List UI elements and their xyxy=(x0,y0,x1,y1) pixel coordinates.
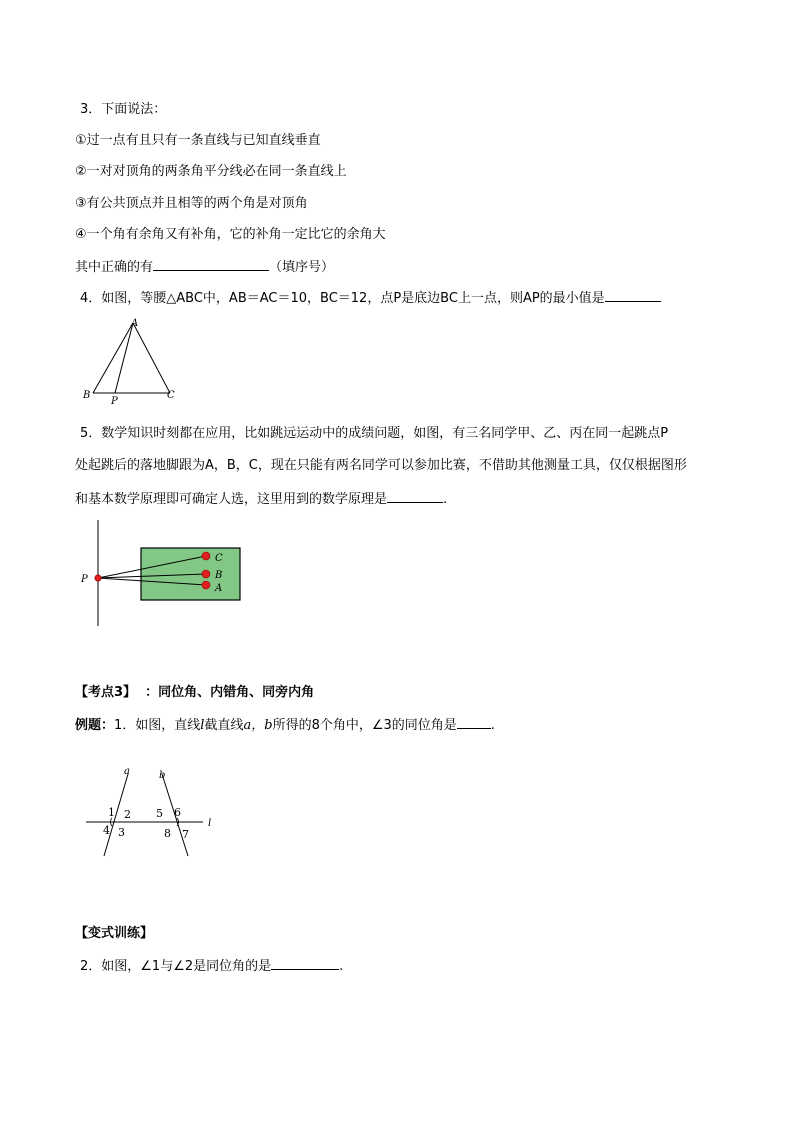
label-c: C xyxy=(167,390,175,401)
q4-text: 4．如图，等腰△ABC中，AB＝AC＝10，BC＝12，点P是底边BC上一点，则AP的最小值是 xyxy=(80,291,605,306)
label-a: A xyxy=(131,318,139,329)
q4-text-line xyxy=(80,288,661,308)
example-text-2: 截直线 xyxy=(204,718,244,733)
point-c-dot xyxy=(202,552,210,560)
point-a-dot xyxy=(202,581,210,589)
q3-item-1: ①过一点有且只有一条直线与已知直线垂直 xyxy=(75,133,321,148)
q5-line-3 xyxy=(75,489,447,509)
example-text-1: 1．如图，直线 xyxy=(114,718,201,733)
kaodian-heading-tag: 【考点3】 xyxy=(75,685,137,700)
example-label: 例题： xyxy=(75,718,115,733)
example-text-3: 所得的8个角中，∠3的同位角是 xyxy=(272,718,457,733)
q3-answer-suffix: （填序号） xyxy=(269,260,335,275)
label-line-l: l xyxy=(208,818,212,829)
variant-q2-end: . xyxy=(339,959,344,974)
example-angles-figure xyxy=(78,762,228,862)
side-ac xyxy=(133,323,170,393)
q5-answer-blank[interactable] xyxy=(387,489,443,503)
q5-line-1: 5．数学知识时刻都在应用，比如跳远运动中的成绩问题，如图，有三名同学甲、乙、丙在同一起跳点P xyxy=(80,426,669,441)
q3-item-2: ②一对对顶角的两条角平分线必在同一条直线上 xyxy=(75,164,347,179)
kaodian-heading-rest: ：同位角、内错角、同旁内角 xyxy=(145,685,315,700)
label-line-b: b xyxy=(159,770,166,781)
point-b-dot xyxy=(202,570,210,578)
point-p-dot xyxy=(95,575,101,581)
angle-label-8: 8 xyxy=(164,827,171,840)
angle-label-6: 6 xyxy=(174,806,181,819)
side-ab xyxy=(93,323,133,393)
q3-title: 3．下面说法： xyxy=(80,102,167,117)
variant-q2-line xyxy=(80,956,343,976)
segment-ap xyxy=(115,323,133,393)
q3-item-3: ③有公共顶点并且相等的两个角是对顶角 xyxy=(75,196,308,211)
example-end: . xyxy=(490,718,495,733)
variant-heading: 【变式训练】 xyxy=(75,926,154,941)
variant-q2-answer-blank[interactable] xyxy=(271,956,339,970)
q3-answer-line xyxy=(75,257,334,277)
q3-answer-prefix: 其中正确的有 xyxy=(75,260,154,275)
example-1-line xyxy=(75,715,495,735)
q4-answer-blank[interactable] xyxy=(605,288,661,302)
kaodian-heading xyxy=(75,684,314,702)
q3-answer-blank[interactable] xyxy=(153,257,269,271)
angle-label-1: 1 xyxy=(108,806,115,819)
label-p: P xyxy=(81,574,88,585)
angle-label-4: 4 xyxy=(103,824,110,837)
q3-item-4: ④一个角有余角又有补角，它的补角一定比它的余角大 xyxy=(75,227,386,242)
q5-line-3-end: . xyxy=(443,492,448,507)
label-c: C xyxy=(215,553,223,564)
angle-label-3: 3 xyxy=(118,826,125,839)
angle-label-7: 7 xyxy=(182,828,189,841)
sand-pit xyxy=(141,548,240,600)
q4-triangle-figure xyxy=(80,315,190,407)
example-var-l: l xyxy=(200,718,205,733)
label-a: A xyxy=(215,583,223,594)
angle-label-5: 5 xyxy=(156,807,163,820)
label-b: B xyxy=(215,570,223,581)
q5-jump-figure xyxy=(78,518,248,630)
q5-line-3-text: 和基本数学原理即可确定人选，这里用到的数学原理是 xyxy=(75,492,388,507)
label-line-a: a xyxy=(124,766,130,777)
angle-label-2: 2 xyxy=(124,808,131,821)
label-b: B xyxy=(83,390,91,401)
label-p: P xyxy=(111,396,118,407)
example-var-ab: a，b xyxy=(243,718,273,733)
q5-line-2: 处起跳后的落地脚跟为A，B，C，现在只能有两名同学可以参加比赛，不借助其他测量工具，仅仅根据图形 xyxy=(75,458,687,473)
variant-q2-text: 2．如图，∠1与∠2是同位角的是 xyxy=(80,959,272,974)
example-answer-blank[interactable] xyxy=(457,715,491,729)
